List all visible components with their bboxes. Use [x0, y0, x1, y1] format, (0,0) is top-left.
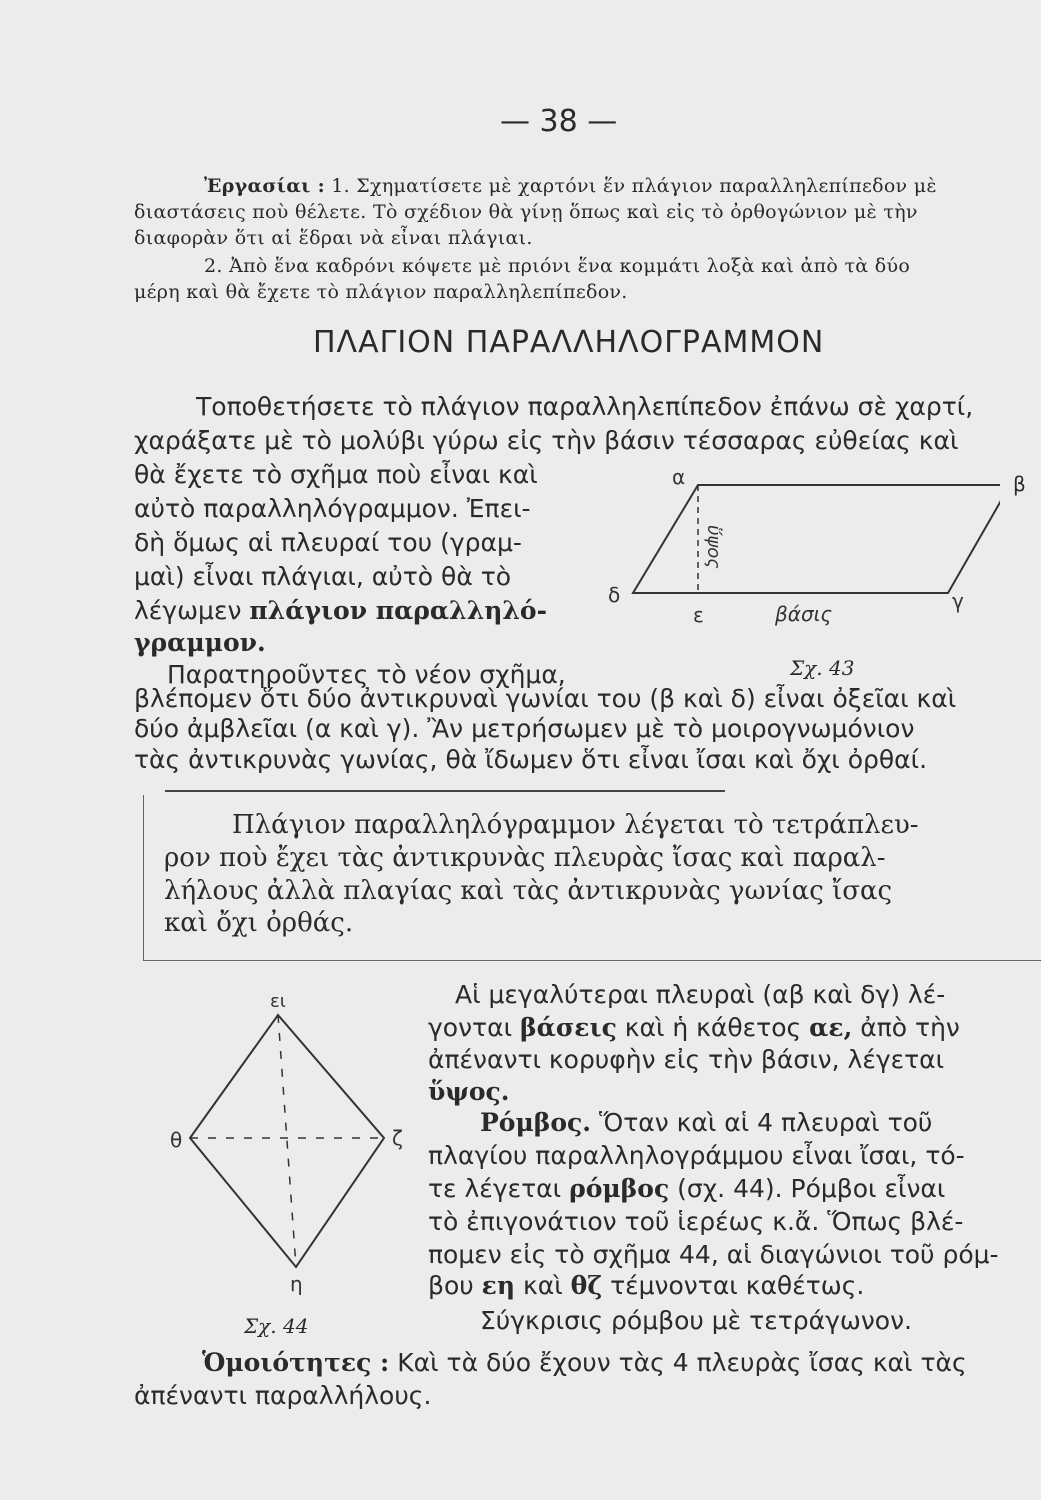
para1-line-5: δὴ ὅμως αἱ πλευραί του (γραμ-: [134, 528, 522, 557]
definition-line-3: λήλους ἀλλὰ πλαγίας καὶ τὰς ἀντικρυνὰς γωνίας ἴσας: [164, 876, 893, 906]
para1-line-2: χαράξατε μὲ τὸ μολύβι γύρω εἰς τὴν βάσιν τέσσαρας εὐθείας καὶ: [134, 426, 959, 455]
term-thz: θζ: [570, 1271, 603, 1300]
vertex-b-label-outer: β: [1013, 472, 1026, 496]
para3-line-2e: ἀπὸ τὴν: [860, 1013, 960, 1042]
para4-line-6c: καὶ: [523, 1271, 563, 1300]
para3-line-1: Αἱ μεγαλύτεραι πλευραὶ (αβ καὶ δγ) λέ-: [455, 980, 946, 1009]
exercises-line-4: 2. Ἀπὸ ἕνα καδρόνι κόψετε μὲ πριόνι ἕνα κομμάτι λοξὰ καὶ ἀπὸ τὰ δύο: [204, 255, 911, 277]
para4-line-3a: τε λέγεται: [428, 1174, 562, 1203]
para2-line-3: δύο ἀμβλεῖαι (α καὶ γ). Ἂν μετρήσωμεν μὲ τὸ μοιρογνωμόνιον: [134, 714, 915, 743]
para3-line-2c: καὶ ἡ κάθετος: [624, 1013, 802, 1042]
exercises-heading: Ἐργασίαι :: [204, 175, 325, 197]
para4-line-2: πλαγίου παραλληλογράμμου εἶναι ἴσαι, τό-: [428, 1141, 965, 1170]
vertex-h-label: η: [290, 1272, 303, 1295]
para4-line-6e: τέμνονται καθέτως.: [610, 1271, 865, 1300]
page-number: — 38 —: [500, 104, 618, 139]
term-height: ὕψος.: [428, 1077, 510, 1106]
vertex-d-label: δ: [608, 583, 621, 607]
term-rhombus-heading: Ρόμβος.: [480, 1108, 591, 1137]
exercises-line-1: [204, 175, 937, 197]
definition-line-4: καὶ ὄχι ὀρθάς.: [164, 908, 354, 938]
height-label: ὕψος: [703, 525, 724, 569]
exercises-line-3: διαφορὰν ὅτι αἱ ἕδραι νὰ εἶναι πλάγιαι.: [134, 227, 533, 249]
para3-line-2: [428, 1013, 960, 1042]
comparison-line: Σύγκρισις ρόμβου μὲ τετράγωνον.: [480, 1306, 913, 1335]
vertex-e-label: ει: [270, 991, 286, 1012]
term-ae: αε,: [809, 1013, 853, 1042]
term-eh: εη: [481, 1271, 516, 1300]
similarities-line-2: ἀπέναντι παραλλήλους.: [134, 1381, 432, 1410]
similarities-line-1: [202, 1348, 967, 1377]
figure-44-rhombus: [160, 985, 420, 1295]
figure-43-caption: Σχ. 43: [790, 656, 855, 680]
definition-line-2: ρον ποὺ ἔχει τὰς ἀντικρυνὰς πλευρὰς ἴσας καὶ παραλ-: [164, 843, 886, 873]
para4-line-4: τὸ ἐπιγονάτιον τοῦ ἱερέως κ.ἄ. Ὅπως βλέ-: [428, 1207, 964, 1236]
para1-line-8: γραμμον.: [134, 628, 266, 657]
term-rhombus: ρόμβος: [569, 1174, 670, 1203]
definition-top-rule: [165, 790, 725, 792]
para1-line-6: μαὶ) εἶναι πλάγιαι, αὐτὸ θὰ τὸ: [134, 562, 512, 591]
para4-line-5: πομεν εἰς τὸ σχῆμα 44, αἱ διαγώνιοι τοῦ ρόμ-: [428, 1240, 999, 1269]
vertex-g-label: γ: [952, 589, 964, 613]
term-oblique-parallelogram: πλάγιον παραλληλό-: [249, 596, 547, 625]
definition-line-1: Πλάγιον παραλληλόγραμμον λέγεται τὸ τετράπλευ-: [232, 810, 919, 840]
para1-line-4: αὐτὸ παραλληλόγραμμον. Ἐπει-: [134, 494, 531, 523]
para2-line-1: Παρατηροῦντες τὸ νέον σχῆμα,: [167, 660, 566, 689]
vertex-a-label: α: [672, 470, 686, 489]
term-bases: βάσεις: [520, 1013, 617, 1042]
figure-43-parallelogram: [600, 470, 1000, 630]
diagonal-eh: [278, 1015, 296, 1267]
para2-line-2: βλέπομεν ὅτι δύο ἀντικρυναὶ γωνίαι του (β καὶ δ) εἶναι ὀξεῖαι καὶ: [134, 684, 957, 713]
section-title: ΠΛΑΓΙΟΝ ΠΑΡΑΛΛΗΛΟΓΡΑΜΜΟΝ: [313, 325, 825, 360]
para2-line-4: τὰς ἀντικρυνὰς γωνίας, θὰ ἴδωμεν ὅτι εἶναι ἴσαι καὶ ὄχι ὀρθαί.: [134, 745, 928, 774]
figure-44-caption: Σχ. 44: [244, 1314, 309, 1338]
para1-line-3: θὰ ἔχετε τὸ σχῆμα ποὺ εἶναι καὶ: [134, 460, 538, 489]
exercise-1-text: 1. Σχηματίσετε μὲ χαρτόνι ἕν πλάγιον παραλληλεπίπεδον μὲ: [331, 175, 937, 197]
para1-line-7a: λέγωμεν: [134, 596, 242, 625]
parallelogram-shape: [633, 485, 1000, 593]
para1-line-1: Τοποθετήσετε τὸ πλάγιον παραλληλεπίπεδον ἐπάνω σὲ χαρτί,: [196, 392, 974, 421]
para4-line-1: [480, 1108, 932, 1137]
para4-line-6a: βου: [428, 1271, 474, 1300]
para4-line-6: [428, 1271, 864, 1300]
exercises-line-2: διαστάσεις ποὺ θέλετε. Τὸ σχέδιον θὰ γίνῃ ὅπως καὶ εἰς τὸ ὀρθογώνιον μὲ τὴν: [134, 201, 918, 223]
para4-line-3: [428, 1174, 945, 1203]
vertex-z-label: ζ: [392, 1126, 403, 1150]
foot-e-label: ε: [693, 603, 704, 627]
similarities-text-1: Καὶ τὰ δύο ἔχουν τὰς 4 πλευρὰς ἴσας καὶ τὰς: [397, 1348, 967, 1377]
exercises-line-5: μέρη καὶ θὰ ἔχετε τὸ πλάγιον παραλληλεπίπεδον.: [134, 281, 628, 303]
vertex-th-label: θ: [170, 1128, 183, 1152]
para4-line-3c: (σχ. 44). Ρόμβοι εἶναι: [677, 1174, 946, 1203]
para1-line-7: [134, 596, 547, 625]
para3-line-2a: γονται: [428, 1013, 513, 1042]
para3-line-3: ἀπέναντι κορυφὴν εἰς τὴν βάσιν, λέγεται: [428, 1045, 945, 1074]
para4-line-1b: Ὅταν καὶ αἱ 4 πλευραὶ τοῦ: [598, 1108, 933, 1137]
base-label: βάσις: [775, 602, 833, 626]
similarities-heading: Ὁμοιότητες :: [202, 1348, 390, 1377]
